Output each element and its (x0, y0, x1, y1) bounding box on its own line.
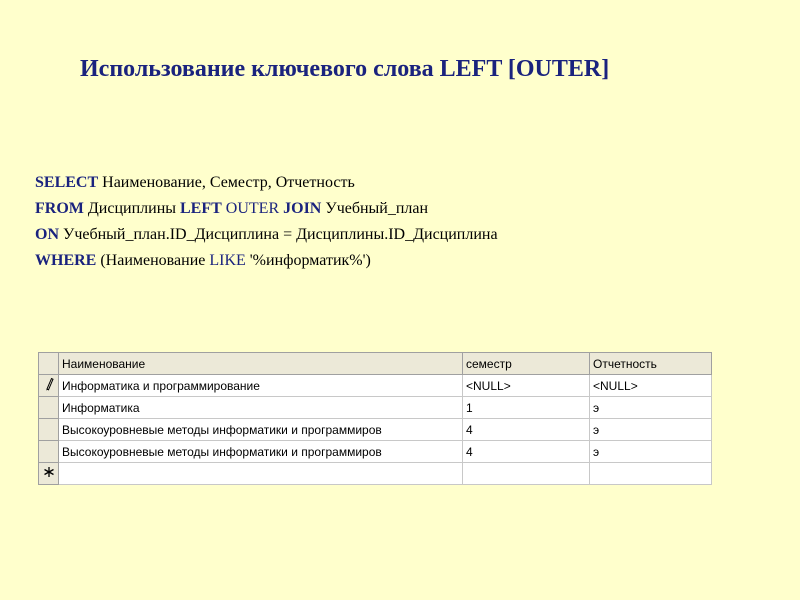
column-header-semester[interactable]: семестр (463, 353, 590, 375)
cell-semester[interactable]: 4 (463, 419, 590, 441)
column-header-reporting[interactable]: Отчетность (590, 353, 712, 375)
sql-keyword-from: FROM (35, 200, 84, 217)
table-row[interactable] (39, 375, 712, 397)
table-row[interactable] (39, 397, 712, 419)
table-row[interactable] (39, 441, 712, 463)
sql-join-table: Учебный_план (321, 200, 429, 217)
column-header-name[interactable]: Наименование (59, 353, 463, 375)
cell-semester[interactable]: <NULL> (463, 375, 590, 397)
sql-line-on (35, 222, 498, 248)
sql-keyword-on: ON (35, 226, 59, 243)
pencil-icon (44, 377, 54, 391)
results-grid (38, 352, 712, 485)
cell-name[interactable]: Информатика и программирование (59, 375, 463, 397)
grid-corner-cell[interactable] (39, 353, 59, 375)
sql-where-pattern: '%информатик%') (245, 252, 371, 269)
sql-where-field: (Наименование (96, 252, 210, 269)
row-selector[interactable] (39, 375, 59, 397)
cell-reporting[interactable]: э (590, 419, 712, 441)
table-row[interactable] (39, 419, 712, 441)
sql-join-condition: Учебный_план.ID_Дисциплина = Дисциплины.ID_Дисциплина (59, 226, 498, 243)
row-selector[interactable] (39, 419, 59, 441)
new-row[interactable] (39, 463, 712, 485)
sql-keyword-where: WHERE (35, 252, 97, 269)
row-selector[interactable] (39, 441, 59, 463)
sql-line-from (35, 196, 498, 222)
sql-keyword-like: LIKE (209, 252, 246, 269)
cell-reporting[interactable] (590, 463, 712, 485)
sql-line-where (35, 248, 498, 274)
grid-header-row (39, 353, 712, 375)
cell-reporting[interactable]: <NULL> (590, 375, 712, 397)
cell-semester[interactable]: 4 (463, 441, 590, 463)
sql-keyword-outer: OUTER (221, 200, 284, 217)
cell-name[interactable]: Информатика (59, 397, 463, 419)
cell-name[interactable]: Высокоуровневые методы информатики и программиров (59, 441, 463, 463)
new-row-icon (43, 466, 55, 478)
sql-query (35, 170, 498, 274)
cell-semester[interactable]: 1 (463, 397, 590, 419)
sql-keyword-join: JOIN (283, 200, 322, 217)
cell-reporting[interactable]: э (590, 397, 712, 419)
cell-name[interactable] (59, 463, 463, 485)
cell-semester[interactable] (463, 463, 590, 485)
row-selector[interactable] (39, 397, 59, 419)
cell-name[interactable]: Высокоуровневые методы информатики и программиров (59, 419, 463, 441)
cell-reporting[interactable]: э (590, 441, 712, 463)
sql-line-select (35, 170, 498, 196)
sql-select-fields: Наименование, Семестр, Отчетность (98, 174, 355, 191)
row-selector[interactable] (39, 463, 59, 485)
page-title: Использование ключевого слова LEFT [OUTER] (80, 56, 610, 82)
sql-keyword-left: LEFT (180, 200, 222, 217)
sql-keyword-select: SELECT (35, 174, 99, 191)
sql-from-table: Дисциплины (83, 200, 180, 217)
